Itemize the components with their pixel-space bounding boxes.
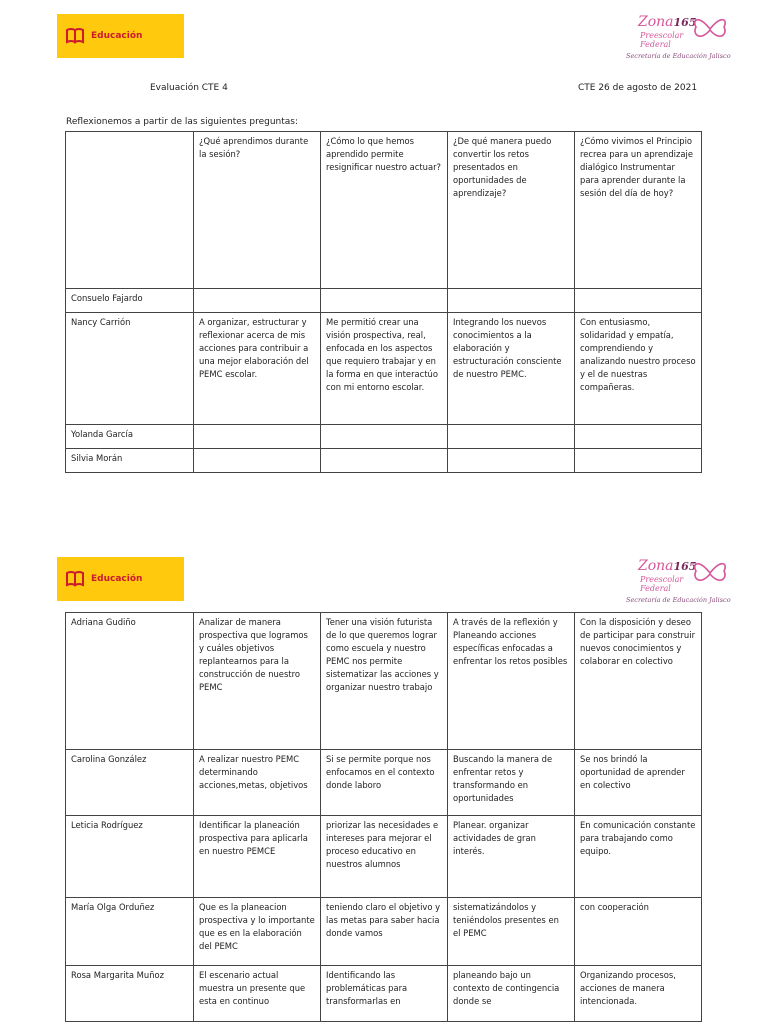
zona-logo: Zona165 Preescolar Federal Secretaría de Educación Jalisco xyxy=(626,14,731,60)
name-cell: Silvia Morán xyxy=(66,449,194,473)
answer-cell: Tener una visión futurista de lo que queremos lograr como escuela y nuestro PEMC nos permite sistematizar las acciones y organizar nuestro trabajo xyxy=(321,613,448,750)
evaluation-date: CTE 26 de agosto de 2021 xyxy=(578,83,698,93)
table-row xyxy=(66,613,702,750)
evaluation-table-page1 xyxy=(65,131,702,473)
education-banner xyxy=(57,557,184,601)
butterfly-icon xyxy=(690,12,730,46)
answer-cell: A través de la reflexión y Planeando acciones específicas enfocadas a enfrentar los retos posibles xyxy=(448,613,575,750)
evaluation-title: Evaluación CTE 4 xyxy=(150,83,228,93)
table-row xyxy=(66,750,702,816)
header-cell: ¿De qué manera puedo convertir los retos presentados en oportunidades de aprendizaje? xyxy=(448,132,575,289)
name-cell: Consuelo Fajardo xyxy=(66,289,194,313)
name-cell: María Olga Orduñez xyxy=(66,898,194,966)
header-cell xyxy=(66,132,194,289)
answer-cell: priorizar las necesidades e intereses para mejorar el proceso educativo en nuestros alumnos xyxy=(321,816,448,898)
education-banner xyxy=(57,14,184,58)
table-row xyxy=(66,449,702,473)
answer-cell: Identificando las problemáticas para transformarlas en xyxy=(321,966,448,1022)
answer-cell xyxy=(194,449,321,473)
answer-cell xyxy=(575,449,702,473)
evaluation-table-page2 xyxy=(65,612,702,1022)
answer-cell: En comunicación constante para trabajando como equipo. xyxy=(575,816,702,898)
answer-cell: planeando bajo un contexto de contingencia donde se xyxy=(448,966,575,1022)
banner-label: Educación xyxy=(91,31,143,41)
zona-logo: Zona165 Preescolar Federal Secretaría de Educación Jalisco xyxy=(626,558,731,604)
answer-cell xyxy=(321,425,448,449)
table-row xyxy=(66,966,702,1022)
answer-cell: A realizar nuestro PEMC determinando acciones,metas, objetivos xyxy=(194,750,321,816)
answer-cell: Si se permite porque nos enfocamos en el contexto donde laboro xyxy=(321,750,448,816)
name-cell: Rosa Margarita Muñoz xyxy=(66,966,194,1022)
answer-cell: teniendo claro el objetivo y las metas para saber hacia donde vamos xyxy=(321,898,448,966)
answer-cell: Identificar la planeación prospectiva para aplicarla en nuestro PEMCE xyxy=(194,816,321,898)
answer-cell: Me permitió crear una visión prospectiva, real, enfocada en los aspectos que requiero trabajar y en la forma en que interactúo con mi entorno escolar. xyxy=(321,313,448,425)
answer-cell xyxy=(194,425,321,449)
answer-cell: sistematizándolos y teniéndolos presentes en el PEMC xyxy=(448,898,575,966)
table-row xyxy=(66,816,702,898)
header-row xyxy=(66,132,702,289)
open-book-icon xyxy=(65,570,85,588)
answer-cell: Con la disposición y deseo de participar para construir nuevos conocimientos y colaborar en colectivo xyxy=(575,613,702,750)
open-book-icon xyxy=(65,27,85,45)
header-cell: ¿Cómo vivimos el Principio recrea para un aprendizaje dialógico Instrumentar para aprender durante la sesión del día de hoy? xyxy=(575,132,702,289)
table-row xyxy=(66,898,702,966)
intro-text: Reflexionemos a partir de las siguientes preguntas: xyxy=(66,117,299,127)
answer-cell xyxy=(321,449,448,473)
answer-cell xyxy=(194,289,321,313)
table-row xyxy=(66,313,702,425)
answer-cell: Buscando la manera de enfrentar retos y transformando en oportunidades xyxy=(448,750,575,816)
header-cell: ¿Cómo lo que hemos aprendido permite resignificar nuestro actuar? xyxy=(321,132,448,289)
answer-cell: con cooperación xyxy=(575,898,702,966)
answer-cell: Integrando los nuevos conocimientos a la elaboración y estructuración consciente de nuestro PEMC. xyxy=(448,313,575,425)
answer-cell xyxy=(321,289,448,313)
butterfly-icon xyxy=(690,556,730,590)
name-cell: Leticia Rodríguez xyxy=(66,816,194,898)
answer-cell: El escenario actual muestra un presente que esta en continuo xyxy=(194,966,321,1022)
answer-cell: Se nos brindó la oportunidad de aprender en colectivo xyxy=(575,750,702,816)
answer-cell: Organizando procesos, acciones de manera intencionada. xyxy=(575,966,702,1022)
answer-cell xyxy=(575,425,702,449)
answer-cell: A organizar, estructurar y reflexionar acerca de mis acciones para contribuir a una mejor elaboración del PEMC escolar. xyxy=(194,313,321,425)
answer-cell xyxy=(448,425,575,449)
name-cell: Yolanda García xyxy=(66,425,194,449)
name-cell: Nancy Carrión xyxy=(66,313,194,425)
banner-label: Educación xyxy=(91,574,143,584)
answer-cell: Analizar de manera prospectiva que logramos y cuáles objetivos replantearnos para la construcción de nuestro PEMC xyxy=(194,613,321,750)
answer-cell xyxy=(448,449,575,473)
answer-cell: Que es la planeacion prospectiva y lo importante que es en la elaboración del PEMC xyxy=(194,898,321,966)
table-row xyxy=(66,425,702,449)
answer-cell: Planear. organizar actividades de gran interés. xyxy=(448,816,575,898)
table-row xyxy=(66,289,702,313)
answer-cell: Con entusiasmo, solidaridad y empatía, comprendiendo y analizando nuestro proceso y el de nuestras compañeras. xyxy=(575,313,702,425)
name-cell: Adriana Gudiño xyxy=(66,613,194,750)
name-cell: Carolina González xyxy=(66,750,194,816)
header-cell: ¿Qué aprendimos durante la sesión? xyxy=(194,132,321,289)
answer-cell xyxy=(575,289,702,313)
answer-cell xyxy=(448,289,575,313)
